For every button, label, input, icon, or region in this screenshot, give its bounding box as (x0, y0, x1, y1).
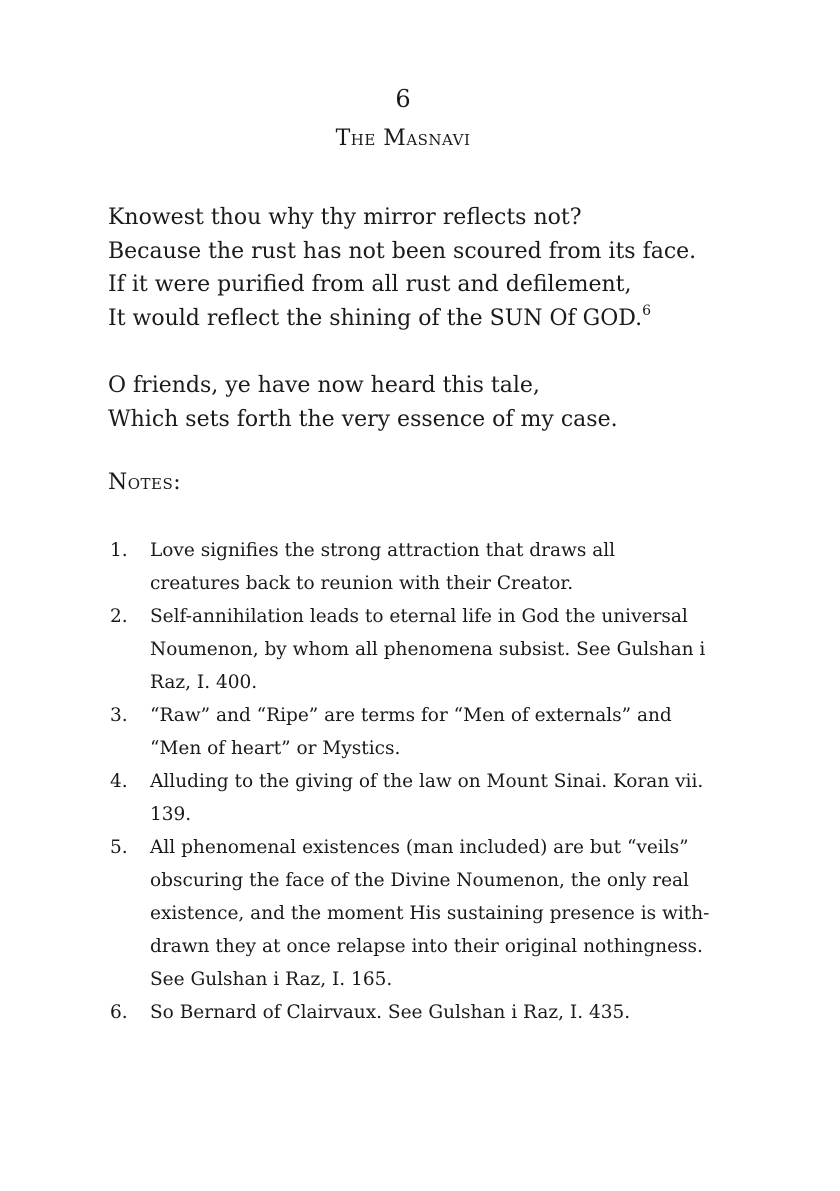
note-number: 1. (110, 540, 128, 561)
note-number: 5. (110, 837, 128, 858)
note-number: 2. (110, 606, 128, 627)
note-text: “Raw” and “Ripe” are terms for “Men of externals” and “Men of heart” or Mystics. (150, 705, 672, 759)
note-item (110, 765, 710, 831)
verse-line-text: It would reflect the shining of the SUN Of GOD. (108, 305, 643, 331)
note-text: Alluding to the giving of the law on Mount Sinai. Koran vii. 139. (150, 771, 704, 825)
notes-list (110, 534, 710, 1029)
notes-heading: Notes: (108, 470, 182, 495)
running-title: The Masnavi (335, 126, 471, 151)
verse-line: Because the rust has not been scoured from its face. (108, 238, 697, 264)
footnote-reference: 6 (642, 302, 652, 319)
note-item (110, 534, 710, 600)
note-text: All phenomenal existences (man included) are but “veils” obscuring the face of the Divine Noumenon, the only real existence, and the moment His sustaining presence is with-drawn they at once relapse into their original nothingness. See Gulshan i Raz, I. 165. (150, 837, 710, 990)
note-number: 6. (110, 1002, 128, 1023)
note-number: 4. (110, 771, 128, 792)
verse-line: Which sets forth the very essence of my case. (108, 406, 618, 432)
note-text: So Bernard of Clairvaux. See Gulshan i Raz, I. 435. (150, 1002, 631, 1023)
note-item (110, 699, 710, 765)
page-number: 6 (395, 85, 411, 113)
verse-stanza (108, 201, 748, 335)
verse-line: O friends, ye have now heard this tale, (108, 373, 540, 398)
note-item (110, 996, 710, 1029)
note-number: 3. (110, 705, 128, 726)
note-text: Love signifies the strong attraction that draws all creatures back to reunion with their Creator. (150, 540, 616, 594)
note-text: Self-annihilation leads to eternal life in God the universal Noumenon, by whom all phenomena subsist. See Gulshan i Raz, I. 400. (150, 606, 706, 693)
verse-line (108, 302, 748, 336)
note-item (110, 600, 710, 699)
verse-line: Knowest thou why thy mirror reflects not? (108, 205, 582, 230)
verse-stanza (108, 369, 748, 436)
verse-line: If it were purified from all rust and defilement, (108, 272, 632, 297)
note-item (110, 831, 710, 996)
